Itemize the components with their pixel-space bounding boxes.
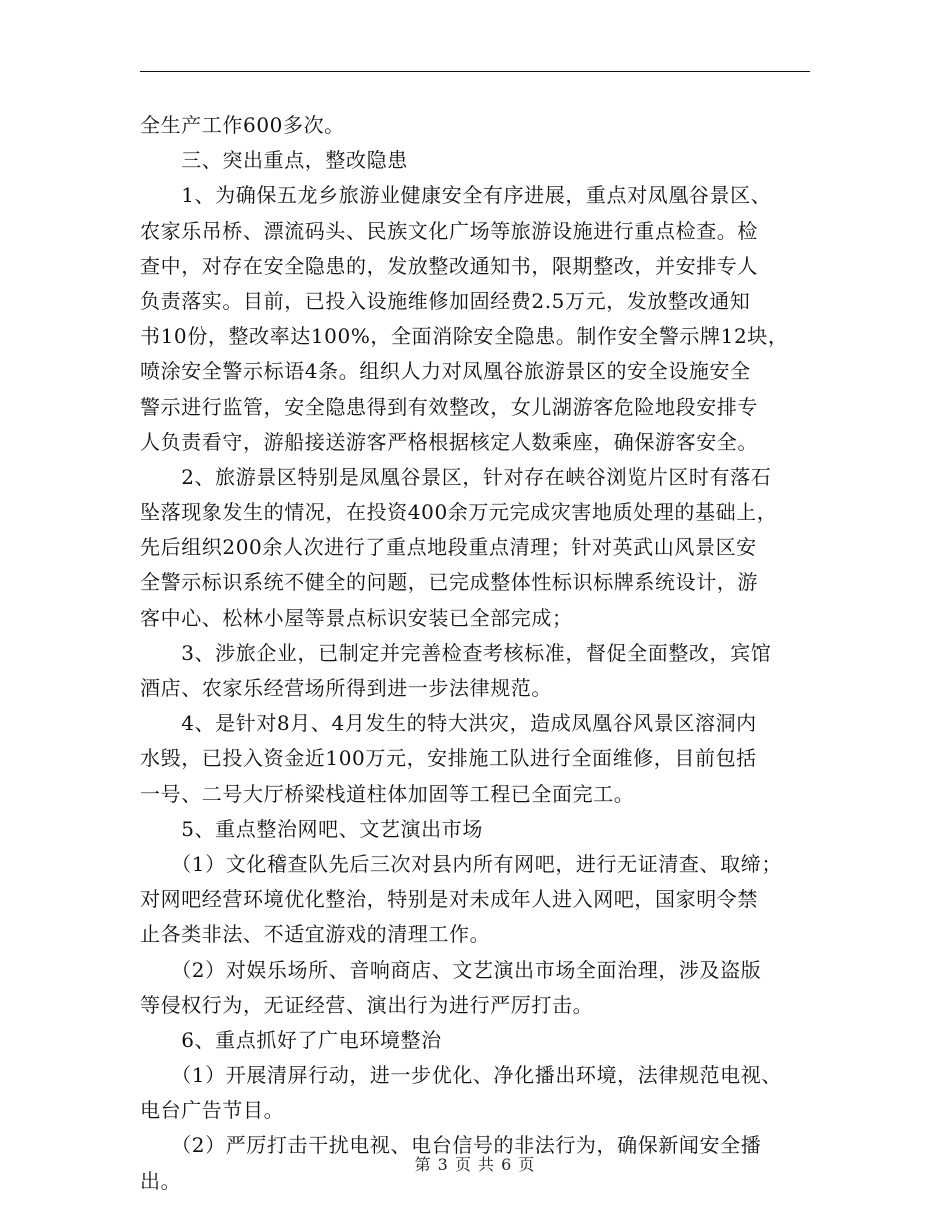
paragraph-line: 4、是针对8月、4月发生的特大洪灾，造成凤凰谷风景区溶洞内 xyxy=(140,711,757,736)
header-rule xyxy=(140,71,810,72)
paragraph-line: 一号、二号大厅桥梁栈道柱体加固等工程已全面完工。 xyxy=(140,781,635,806)
paragraph-line: （1）开展清屏行动，进一步优化、净化播出环境，法律规范电视、 xyxy=(140,1063,782,1088)
paragraph-line: 止各类非法、不适宜游戏的清理工作。 xyxy=(140,922,491,947)
section-heading: 三、突出重点，整改隐患 xyxy=(140,148,408,173)
subsection-heading: 5、重点整治网吧、文艺演出市场 xyxy=(140,816,483,841)
paragraph-line: 负责落实。目前，已投入设施维修加固经费2.5万元，发放整改通知 xyxy=(140,288,751,313)
document-body xyxy=(140,108,830,1199)
paragraph-line: 2、旅游景区特别是凤凰谷景区，针对存在峡谷浏览片区时有落石 xyxy=(140,464,772,489)
paragraph-line: 出。 xyxy=(140,1168,182,1193)
paragraph-line: 电台广告节目。 xyxy=(140,1098,285,1123)
paragraph-line: （1）文化稽查队先后三次对县内所有网吧，进行无证清查、取缔； xyxy=(140,851,782,876)
paragraph-line: 坠落现象发生的情况，在投资400余万元完成灾害地质处理的基础上， xyxy=(140,500,778,525)
paragraph-line: 酒店、农家乐经营场所得到进一步法律规范。 xyxy=(140,676,552,700)
paragraph-line: 对网吧经营环境优化整治，特别是对未成年人进入网吧，国家明令禁 xyxy=(140,887,758,912)
paragraph-line: 全警示标识系统不健全的问题，已完成整体性标识标牌系统设计，游 xyxy=(140,570,758,595)
paragraph-line: 人负责看守，游船接送游客严格根据核定人数乘座，确保游客安全。 xyxy=(140,429,758,454)
paragraph-line: （2）严厉打击干扰电视、电台信号的非法行为，确保新闻安全播 xyxy=(140,1133,762,1158)
paragraph-line: 农家乐吊桥、漂流码头、民族文化广场等旅游设施进行重点检查。检 xyxy=(140,218,758,243)
paragraph-line: 先后组织200余人次进行了重点地段重点清理；针对英武山风景区安 xyxy=(140,535,757,560)
subsection-heading: 6、重点抓好了广电环境整治 xyxy=(140,1027,442,1052)
paragraph-line: 客中心、松林小屋等景点标识安装已全部完成； xyxy=(140,605,573,630)
paragraph-line: 1、为确保五龙乡旅游业健康安全有序进展，重点对凤凰谷景区、 xyxy=(140,183,772,208)
paragraph-line: 喷涂安全警示标语4条。组织人力对凤凰谷旅游景区的安全设施安全 xyxy=(140,359,751,384)
paragraph-line: 水毁，已投入资金近100万元，安排施工队进行全面维修，目前包括 xyxy=(140,746,757,771)
paragraph-line: 书10份，整改率达100%，全面消除安全隐患。制作安全警示牌12块， xyxy=(140,324,789,349)
paragraph-line: 警示进行监管，安全隐患得到有效整改，女儿湖游客危险地段安排专 xyxy=(140,394,758,419)
paragraph-line: 3、涉旅企业，已制定并完善检查考核标准，督促全面整改，宾馆 xyxy=(140,640,772,665)
page-number-footer: 第 3 页 共 6 页 xyxy=(414,1155,536,1174)
paragraph-line: （2）对娱乐场所、音响商店、文艺演出市场全面治理，涉及盗版 xyxy=(140,957,762,982)
paragraph-line: 等侵权行为，无证经营、演出行为进行严厉打击。 xyxy=(140,992,594,1017)
paragraph-line: 全生产工作600多次。 xyxy=(140,113,345,137)
paragraph-line: 查中，对存在安全隐患的，发放整改通知书，限期整改，并安排专人 xyxy=(140,253,758,278)
